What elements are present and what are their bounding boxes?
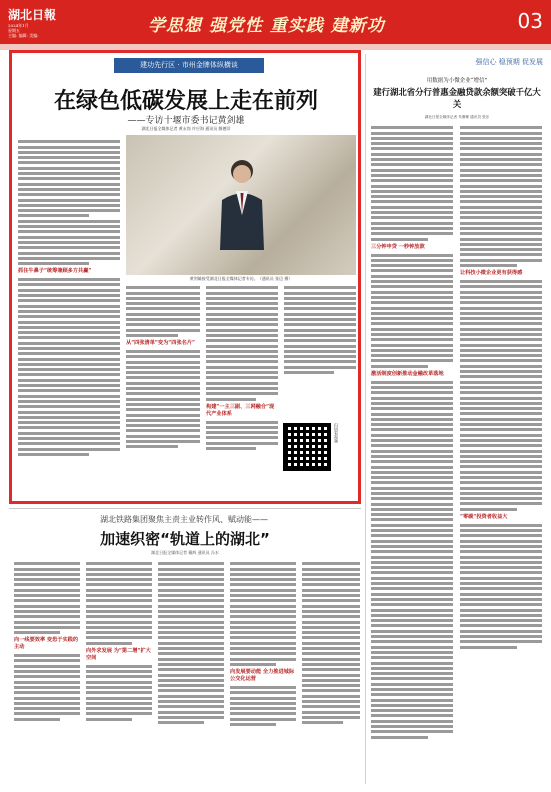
section-heading: 三分钟申贷 一秒钟放款	[371, 243, 425, 250]
bottom-story-kicker: 湖北铁路集团聚焦主责主业转作风、赋动能——	[100, 515, 268, 524]
section-heading: 向发展要动能 全力推进城际公交化运营	[230, 668, 295, 682]
meta-line: 主编: 编辑: 美编:	[8, 33, 39, 38]
main-story-subhead: ——专访十堰市委书记黄剑雄	[127, 116, 245, 126]
bottom-story-headline: 加速织密“轨道上的湖北”	[100, 530, 270, 548]
main-story-column-4	[284, 284, 356, 375]
section-heading: 构建“一主三副、三网融合”现代产业体系	[206, 403, 275, 417]
section-heading: 抓住牛鼻子“统筹兼顾多方共赢”	[18, 268, 92, 275]
right-story-headline: 建行湖北省分行普惠金融贷款余额突破千亿大关	[373, 87, 541, 109]
qr-code[interactable]	[283, 423, 331, 471]
main-story-column-2	[126, 284, 200, 449]
bottom-story-byline: 湖北日报全媒体记者 戴辉 通讯员 冯水	[151, 550, 219, 555]
main-story-byline: 湖北日报全媒体记者 黄永岗 许应海 通讯员 滕德洋	[141, 126, 231, 131]
right-story-column-1	[371, 124, 453, 740]
right-story-subhead: 用数据为小微企业“增信”	[426, 78, 488, 84]
right-story-kicker: 强信心 稳预期 促发展	[475, 58, 543, 66]
bottom-story-column-3	[158, 560, 224, 725]
page-slogan: 学思想 强党性 重实践 建新功	[148, 16, 385, 36]
bottom-story-column-4	[230, 560, 296, 727]
qr-caption: 扫码看视频	[334, 423, 339, 443]
section-heading: 向外求发展 为“第二增”扩大空间	[86, 647, 151, 661]
bottom-story-column-5	[302, 560, 360, 725]
meta-line: 星期五	[8, 28, 20, 33]
main-story-column-1	[18, 138, 120, 457]
main-story-column-3	[206, 284, 278, 451]
masthead	[0, 0, 551, 44]
newspaper-brand: 湖北日報	[8, 8, 57, 22]
main-story-kicker: 建功先行区 · 市州金牌体纵横谈	[114, 58, 264, 73]
section-heading: 让科技小微企业更有获得感	[460, 270, 523, 277]
interview-photo	[126, 135, 356, 275]
section-heading: 激活制度创新推动金融改革落地	[371, 370, 444, 377]
section-heading: 向一线要效率 变恐于实践的主动	[14, 637, 79, 651]
right-story-byline: 湖北日报全媒体记者 朱珊珊 通讯员 张乐	[424, 115, 490, 119]
page-number: 03	[517, 9, 543, 33]
meta-line: 2024年1月	[8, 23, 29, 28]
photo-caption: 黄剑雄接受湖北日报全媒体记者专访。（通讯员 张迈 摄）	[189, 276, 293, 281]
column-divider	[365, 54, 366, 784]
section-heading: “零碳”投资者收益大	[460, 513, 508, 520]
right-story-column-2	[460, 124, 542, 650]
section-divider	[9, 508, 361, 509]
bottom-story-column-1	[14, 560, 80, 722]
bottom-story-column-2	[86, 560, 152, 722]
main-story-headline: 在绿色低碳发展上走在前列	[53, 89, 318, 114]
masthead-meta	[8, 23, 88, 38]
section-heading: 从“四张清单”变为“四张名片”	[126, 339, 195, 346]
person-figure	[214, 155, 270, 250]
